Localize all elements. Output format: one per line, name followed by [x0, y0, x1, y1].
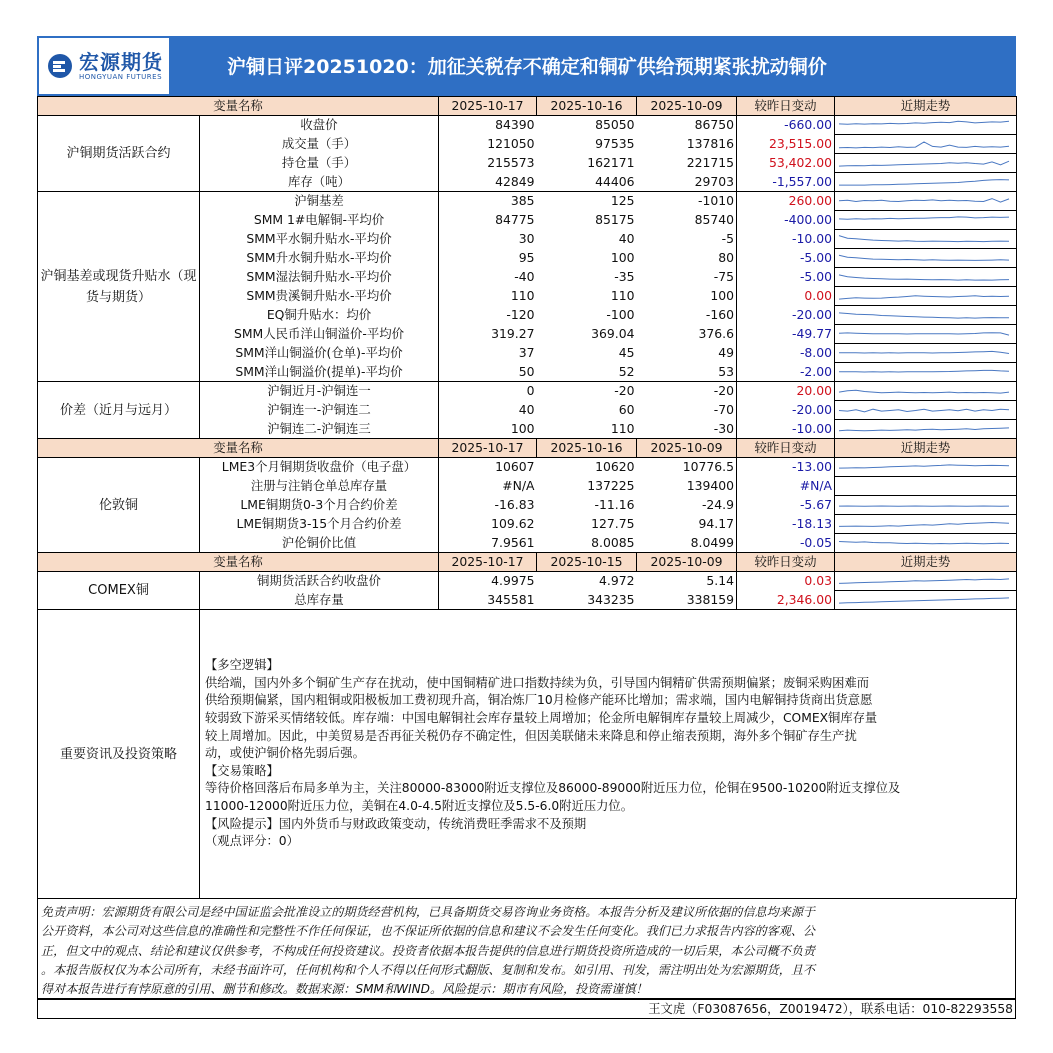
header-date-2: 2025-10-16	[537, 439, 637, 458]
value-date-2: 85175	[595, 212, 635, 227]
trend-sparkline	[835, 249, 1017, 268]
header-date-3: 2025-10-09	[637, 553, 737, 572]
header-daily-change: 较昨日变动	[737, 97, 835, 116]
value-date-3: -70	[713, 402, 734, 417]
value-date-1: 319.27	[491, 326, 535, 341]
trend-sparkline	[835, 496, 1017, 515]
strategy-line: 供给端，国内外多个铜矿生产存在扰动，使中国铜精矿进口指数持续为负，引导国内铜精矿供需预期偏紧；废铜采购困难而	[205, 675, 870, 690]
hongyuan-logo-icon	[47, 53, 73, 79]
variable-label: 沪铜连二-沪铜连三	[200, 420, 439, 439]
value-date-1: 110	[510, 288, 535, 303]
strategy-line: 【风险提示】国内外货币与财政政策变动，传统消费旺季需求不及预期	[205, 816, 587, 831]
sparkline-path	[839, 522, 1009, 526]
table-row	[38, 116, 1017, 135]
trend-sparkline	[835, 192, 1017, 211]
header-recent-trend: 近期走势	[835, 553, 1017, 572]
strategy-line: 动，或使沪铜价格先弱后强。	[205, 746, 365, 761]
group-label: 伦敦铜	[38, 458, 200, 553]
value-date-1: 4.9975	[491, 573, 535, 589]
sparkline-path	[839, 464, 1009, 467]
value-date-1: 40	[518, 402, 535, 417]
value-date-3: 5.14	[706, 573, 734, 589]
value-date-1: 50	[439, 363, 537, 382]
table-header-row	[38, 439, 1017, 458]
value-date-3: 80	[718, 250, 734, 265]
table-row	[38, 458, 1017, 477]
value-date-2: 162171	[587, 155, 635, 170]
value-date-2: 125	[610, 193, 635, 209]
value-date-2: 10620	[595, 459, 635, 475]
daily-change: -49.77	[737, 325, 835, 344]
sparkline-path	[839, 578, 1009, 583]
variable-label: LME铜期货3-15个月合约价差	[200, 515, 439, 534]
value-date-1: 0	[526, 383, 535, 399]
daily-change: -10.00	[737, 230, 835, 249]
value-date-2: 127.75	[591, 516, 635, 531]
value-date-2: 100	[610, 250, 635, 265]
sparkline-path	[839, 235, 1009, 241]
header-daily-change: 较昨日变动	[737, 553, 835, 572]
value-date-3: 10776.5	[682, 459, 734, 475]
logo-english-name: HONGYUAN FUTURES	[79, 72, 163, 81]
sparkline-path	[839, 351, 1009, 353]
strategy-line: 【多空逻辑】	[205, 658, 279, 673]
header-variable-name: 变量名称	[38, 553, 439, 572]
sparkline-path	[839, 312, 1009, 317]
value-date-3: 338159	[637, 591, 737, 610]
value-date-3: 376.6	[698, 326, 734, 341]
trend-sparkline	[835, 534, 1017, 553]
value-date-3: -20	[713, 383, 734, 399]
strategy-line: 11000-12000附近压力位，美铜在4.0-4.5附近支撑位及5.5-6.0附近压力位。	[205, 798, 634, 813]
header-date-1: 2025-10-17	[439, 97, 537, 116]
report-header	[37, 36, 1016, 96]
value-date-1: 37	[518, 345, 535, 360]
value-date-1: 109.62	[491, 516, 535, 531]
value-date-2: -35	[614, 269, 635, 284]
trend-sparkline	[835, 154, 1017, 173]
group-label: 价差（近月与远月）	[38, 382, 200, 439]
sparkline-path	[839, 161, 1009, 166]
header-date-1: 2025-10-17	[439, 553, 537, 572]
sparkline-path	[839, 141, 1009, 147]
value-date-2: 343235	[537, 591, 637, 610]
table-row	[38, 572, 1017, 591]
value-date-2: 4.972	[599, 573, 635, 589]
value-date-1: -40	[514, 269, 535, 284]
table-row	[38, 192, 1017, 211]
strategy-content	[200, 610, 1017, 899]
value-date-1: -16.83	[494, 497, 535, 512]
group-label: 沪铜基差或现货升贴水（现货与期货）	[38, 192, 200, 382]
strategy-line: （观点评分：0）	[205, 834, 299, 849]
variable-label: SMM贵溪铜升贴水-平均价	[200, 287, 439, 306]
sparkline-path	[839, 121, 1009, 124]
value-date-1: #N/A	[502, 478, 535, 493]
header-date-1: 2025-10-17	[439, 439, 537, 458]
daily-change: -10.00	[737, 420, 835, 439]
value-date-3: -24.9	[701, 497, 734, 512]
strategy-line: 供给预期偏紧，国内粗铜或阳极板加工费初现升高，铜冶炼厂10月检修产能环比增加；需求端，国内电解铜持货商出货意愿	[205, 693, 873, 708]
variable-label: SMM升水铜升贴水-平均价	[200, 249, 439, 268]
sparkline-path	[839, 332, 1009, 334]
strategy-line: 等待价格回落后布局多单为主，关注80000-83000附近支撑位及86000-89000附近压力位，伦铜在9500-10200附近支撑位及	[205, 781, 901, 796]
group-label: COMEX铜	[38, 572, 200, 610]
variable-label: 沪铜连一-沪铜连二	[200, 401, 439, 420]
trend-sparkline	[835, 572, 1017, 591]
daily-change: -18.13	[737, 515, 835, 534]
value-date-3: 29703	[637, 173, 737, 192]
value-date-1: 10607	[495, 459, 535, 475]
daily-change: 23,515.00	[737, 135, 835, 154]
header-date-3: 2025-10-09	[637, 97, 737, 116]
value-date-3: 49	[718, 345, 734, 360]
value-date-1: 7.9561	[439, 534, 537, 553]
variable-label: 铜期货活跃合约收盘价	[200, 572, 439, 591]
sparkline-path	[839, 295, 1009, 298]
trend-sparkline	[835, 477, 1017, 496]
sparkline-path	[839, 179, 1009, 185]
value-date-1: 385	[510, 193, 535, 209]
variable-label: 注册与注销仓单总库存量	[200, 477, 439, 496]
header-date-2: 2025-10-15	[537, 553, 637, 572]
disclaimer-line: 得对本报告进行有悖原意的引用、删节和修改。数据来源：SMM和WIND。风险提示：期市有风险，投资需谨慎！	[41, 982, 648, 997]
variable-label: SMM洋山铜溢价(提单)-平均价	[200, 363, 439, 382]
variable-label: SMM洋山铜溢价(仓单)-平均价	[200, 344, 439, 363]
strategy-line: 【交易策略】	[205, 763, 279, 778]
logo-chinese-name: 宏源期货	[79, 49, 163, 74]
value-date-1: 84390	[495, 117, 535, 133]
variable-label: 库存（吨）	[200, 173, 439, 192]
value-date-3: 85740	[694, 212, 734, 227]
value-date-2: 97535	[595, 136, 635, 151]
strategy-line: 较上周增加。因此，中美贸易是否再征关税仍存不确定性，但因美联储未来降息和停止缩表预期，海外多个铜矿存生产扰	[205, 728, 857, 743]
value-date-1: -120	[506, 307, 535, 322]
value-date-2: 369.04	[591, 326, 635, 341]
trend-sparkline	[835, 287, 1017, 306]
daily-change: -20.00	[737, 401, 835, 420]
report-title: 沪铜日评20251020：加征关税存不确定和铜矿供给预期紧张扰动铜价	[227, 56, 827, 78]
trend-sparkline	[835, 211, 1017, 230]
value-date-2: -100	[606, 307, 635, 322]
daily-change: -13.00	[737, 458, 835, 477]
daily-change: -5.67	[737, 496, 835, 515]
sparkline-path	[839, 541, 1009, 543]
value-date-2: 137225	[587, 478, 635, 493]
sparkline-path	[839, 216, 1009, 218]
value-date-1: 345581	[439, 591, 537, 610]
value-date-1: 100	[439, 420, 537, 439]
value-date-1: 30	[518, 231, 535, 246]
value-date-2: 85050	[595, 117, 635, 133]
trend-sparkline	[835, 344, 1017, 363]
variable-label: LME3个月铜期货收盘价（电子盘）	[200, 458, 439, 477]
variable-label: 沪铜近月-沪铜连一	[200, 382, 439, 401]
trend-sparkline	[835, 515, 1017, 534]
trend-sparkline	[835, 268, 1017, 287]
value-date-3: 139400	[686, 478, 734, 493]
value-date-2: 110	[537, 420, 637, 439]
trend-sparkline	[835, 420, 1017, 439]
strategy-table	[37, 610, 1017, 899]
value-date-1: 95	[518, 250, 535, 265]
trend-sparkline	[835, 401, 1017, 420]
sparkline-path	[839, 390, 1009, 393]
daily-change: -2.00	[737, 363, 835, 382]
variable-label: EQ铜升贴水：均价	[200, 306, 439, 325]
table-row	[38, 382, 1017, 401]
variable-label: 总库存量	[200, 591, 439, 610]
sparkline-path	[839, 274, 1009, 279]
sparkline-path	[839, 597, 1009, 602]
report-sheet	[37, 36, 1016, 1019]
trend-sparkline	[835, 306, 1017, 325]
variable-label: SMM 1#电解铜-平均价	[200, 211, 439, 230]
data-table	[37, 96, 1017, 610]
header-daily-change: 较昨日变动	[737, 439, 835, 458]
daily-change: 20.00	[737, 382, 835, 401]
header-date-3: 2025-10-09	[637, 439, 737, 458]
value-date-3: 137816	[686, 136, 734, 151]
value-date-3: -1010	[697, 193, 734, 209]
value-date-2: 60	[618, 402, 635, 417]
variable-label: 成交量（手）	[200, 135, 439, 154]
strategy-line: 较弱致下游采买情绪较低。库存端：中国电解铜社会库存量较上周增加；伦金所电解铜库存量较上周减少，COMEX铜库存量	[205, 711, 878, 726]
trend-sparkline	[835, 325, 1017, 344]
value-date-2: -20	[614, 383, 635, 399]
table-header-row	[38, 553, 1017, 572]
value-date-3: -75	[713, 269, 734, 284]
trend-sparkline	[835, 135, 1017, 154]
value-date-3: 221715	[686, 155, 734, 170]
value-date-2: 8.0085	[537, 534, 637, 553]
daily-change: -20.00	[737, 306, 835, 325]
sparkline-path	[839, 370, 1009, 372]
variable-label: SMM人民币洋山铜溢价-平均价	[200, 325, 439, 344]
daily-change: 53,402.00	[737, 154, 835, 173]
variable-label: SMM湿法铜升贴水-平均价	[200, 268, 439, 287]
value-date-3: 100	[710, 288, 734, 303]
disclaimer-line: 公开资料，本公司对这些信息的准确性和完整性不作任何保证，也不保证所依据的信息和建议不会发生任何变化。我们已力求报告内容的客观、公	[41, 924, 816, 939]
variable-label: 沪铜基差	[200, 192, 439, 211]
value-date-2: 45	[618, 345, 635, 360]
value-date-3: 8.0499	[637, 534, 737, 553]
value-date-1: 215573	[487, 155, 535, 170]
variable-label: SMM平水铜升贴水-平均价	[200, 230, 439, 249]
variable-label: LME铜期货0-3个月合约价差	[200, 496, 439, 515]
daily-change: -8.00	[737, 344, 835, 363]
value-date-2: -11.16	[594, 497, 635, 512]
value-date-3: -30	[637, 420, 737, 439]
analyst-contact: 王文虎（F03087656，Z0019472），联系电话：010-82293558	[37, 999, 1016, 1019]
header-date-2: 2025-10-16	[537, 97, 637, 116]
sparkline-path	[839, 409, 1009, 412]
daily-change: -5.00	[737, 249, 835, 268]
daily-change: -5.00	[737, 268, 835, 287]
trend-sparkline	[835, 458, 1017, 477]
value-date-1: 121050	[487, 136, 535, 151]
header-variable-name: 变量名称	[38, 439, 439, 458]
sparkline-path	[839, 255, 1009, 260]
group-label: 沪铜期货活跃合约	[38, 116, 200, 192]
value-date-3: -5	[721, 231, 734, 246]
variable-label: 持仓量（手）	[200, 154, 439, 173]
value-date-1: 84775	[495, 212, 535, 227]
disclaimer	[37, 899, 1016, 999]
variable-label: 收盘价	[200, 116, 439, 135]
table-header-row	[38, 97, 1017, 116]
daily-change: 0.03	[737, 572, 835, 591]
disclaimer-line: 正，但文中的观点、结论和建议仅供参考，不构成任何投资建议。投资者依据本报告提供的信息进行期货投资所造成的一切后果，本公司概不负责	[41, 943, 816, 958]
value-date-2: 40	[618, 231, 635, 246]
value-date-2: 44406	[537, 173, 637, 192]
disclaimer-line: 。本报告版权仅为本公司所有，未经书面许可，任何机构和个人不得以任何形式翻版、复制和发布。如引用、刊发，需注明出处为宏源期货，且不	[41, 962, 816, 977]
variable-label: 沪伦铜价比值	[200, 534, 439, 553]
disclaimer-line: 免责声明：宏源期货有限公司是经中国证监会批准设立的期货经营机构，已具备期货交易咨询业务资格。本报告分析及建议所依据的信息均来源于	[41, 905, 816, 919]
trend-sparkline	[835, 591, 1017, 610]
daily-change: 0.00	[737, 287, 835, 306]
daily-change: -0.05	[737, 534, 835, 553]
trend-sparkline	[835, 173, 1017, 192]
daily-change: 2,346.00	[737, 591, 835, 610]
daily-change: #N/A	[737, 477, 835, 496]
trend-sparkline	[835, 382, 1017, 401]
value-date-3: 94.17	[698, 516, 734, 531]
value-date-3: -160	[705, 307, 734, 322]
header-recent-trend: 近期走势	[835, 97, 1017, 116]
value-date-3: 86750	[694, 117, 734, 133]
header-recent-trend: 近期走势	[835, 439, 1017, 458]
daily-change: -400.00	[737, 211, 835, 230]
daily-change: -660.00	[737, 116, 835, 135]
value-date-3: 53	[637, 363, 737, 382]
sparkline-path	[839, 198, 1009, 202]
trend-sparkline	[835, 230, 1017, 249]
daily-change: 260.00	[737, 192, 835, 211]
value-date-1: 42849	[439, 173, 537, 192]
trend-sparkline	[835, 116, 1017, 135]
strategy-label: 重要资讯及投资策略	[38, 610, 200, 899]
daily-change: -1,557.00	[737, 173, 835, 192]
sparkline-path	[839, 427, 1009, 430]
value-date-2: 110	[610, 288, 635, 303]
company-logo	[39, 38, 169, 94]
value-date-2: 52	[537, 363, 637, 382]
header-variable-name: 变量名称	[38, 97, 439, 116]
trend-sparkline	[835, 363, 1017, 382]
